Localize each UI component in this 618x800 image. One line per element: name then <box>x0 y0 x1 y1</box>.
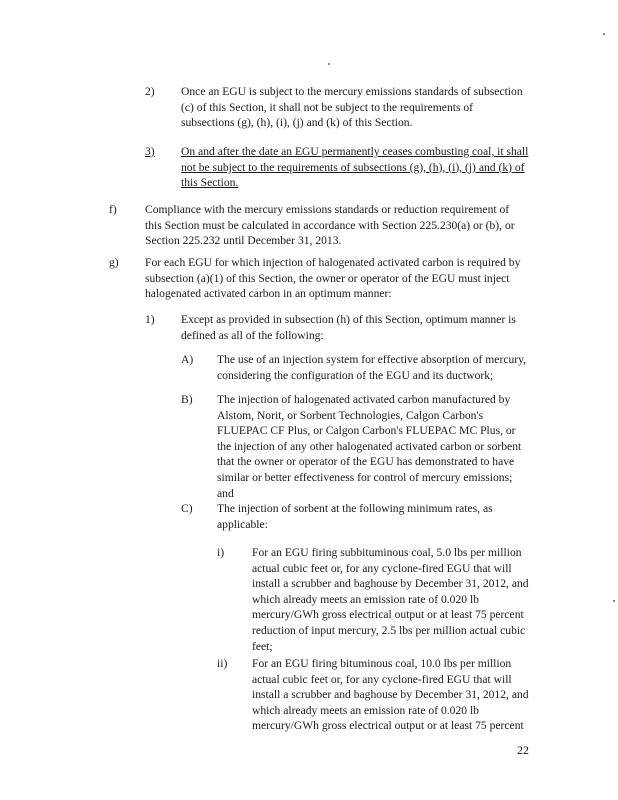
item-label: A) <box>181 353 194 366</box>
page-number: 22 <box>517 743 529 757</box>
item-text: For each EGU for which injection of halogenated activated carbon is required by subsection (a)(1) of this Section, the owner or operator of the EGU must inject halogenated activated carbon in an optimum manner: <box>145 256 521 301</box>
item-text: The injection of halogenated activated carbon manufactured by Alstom, Norit, or Sorbent Technologies, Calgon Carbon's FLUEPAC CF Plus, or Calgon Carbon's FLUEPAC MC Plus, or the injection of any other halogenated activated carbon or sorbent that the owner or operator of the EGU has demonstrated to have similar or better effectiveness for control of mercury emissions; and <box>217 393 522 500</box>
item-label: ii) <box>217 657 228 670</box>
scan-speck <box>328 63 330 65</box>
item-label: 2) <box>145 85 155 98</box>
scan-speck <box>613 600 615 602</box>
item-text: The injection of sorbent at the following minimum rates, as applicable: <box>217 502 493 531</box>
item-text: For an EGU firing subbituminous coal, 5.0 lbs per million actual cubic feet or, for any cyclone-fired EGU that will install a scrubber and baghouse by December 31, 2012, and which already meets an emission rate of 0.020 lb mercury/GWh gross electrical output or at least 75 percent reduction of input mercury, 2.5 lbs per million actual cubic feet; <box>252 546 529 653</box>
item-text: For an EGU firing bituminous coal, 10.0 lbs per million actual cubic feet or, for any cyclone-fired EGU that will install a scrubber and baghouse by December 31, 2012, and which already meets an emission rate of 0.020 lb mercury/GWh gross electrical output or at least 75 percent <box>252 657 529 733</box>
item-text: The use of an injection system for effective absorption of mercury, considering the configuration of the EGU and its ductwork; <box>217 353 527 382</box>
item-text: Compliance with the mercury emissions standards or reduction requirement of this Section must be calculated in accordance with Section 225.230(a) or (b), or Section 225.232 until December 31, 2013. <box>145 203 515 248</box>
item-label: C) <box>181 502 193 515</box>
item-label: 3) <box>145 145 155 158</box>
item-label: f) <box>109 203 117 216</box>
item-label: 1) <box>145 313 155 326</box>
item-text: Except as provided in subsection (h) of this Section, optimum manner is defined as all of the following: <box>181 313 516 342</box>
scan-speck <box>603 33 605 35</box>
item-label: B) <box>181 393 193 406</box>
item-text: Once an EGU is subject to the mercury emissions standards of subsection (c) of this Section, it shall not be subject to the requirements of subsections (g), (h), (i), (j) and (k) of this Section. <box>181 85 523 130</box>
item-label: g) <box>109 256 119 269</box>
item-label: i) <box>217 546 225 559</box>
item-text: On and after the date an EGU permanently ceases combusting coal, it shall not be subject to the requirements of subsections (g), (h), (i), (j) and (k) of this Section. <box>181 145 529 190</box>
